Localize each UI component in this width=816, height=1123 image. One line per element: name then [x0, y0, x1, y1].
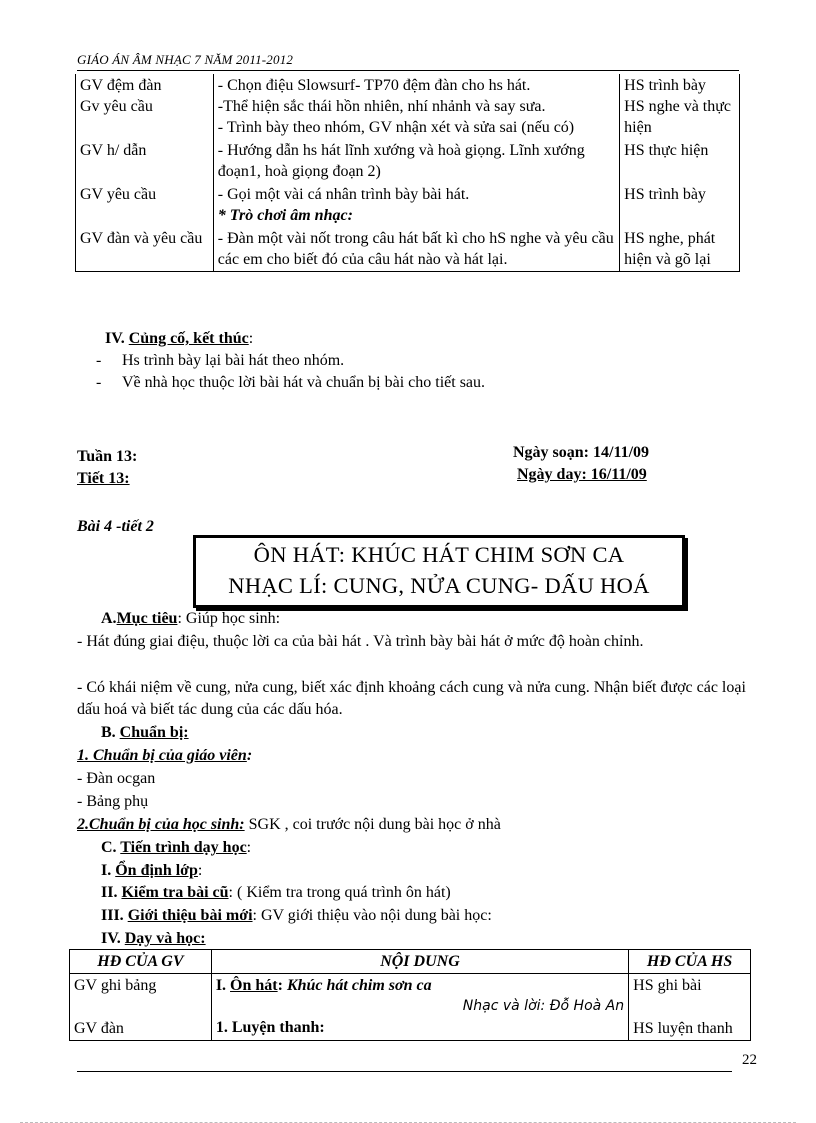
content-cell: - Đàn một vài nốt trong câu hát bất kì cho hS nghe và yêu cầu các em cho biết đó của câu hát nào và hát lại. — [213, 227, 619, 272]
step-i: I. Ổn định lớp: — [101, 862, 203, 879]
gv-cell: GV h/ dẫn — [76, 139, 214, 183]
content-cell: I. Ôn hát: Khúc hát chim sơn ca Nhạc và lời: Đỗ Hoà An 1. Luyện thanh: — [211, 974, 628, 1041]
hs-cell: HS trình bày HS nghe và thực hiện — [620, 74, 740, 139]
teacher-prep-heading: 1. Chuẩn bị của giáo viên: — [77, 747, 253, 764]
step-iv: IV. Dạy và học: — [101, 930, 206, 947]
list-item: - Về nhà học thuộc lời bài hát và chuẩn bị bài cho tiết sau. — [96, 374, 486, 391]
content-cell: - Gọi một vài cá nhân trình bày bài hát. * Trò chơi âm nhạc: — [213, 183, 619, 227]
hs-cell: HS thực hiện — [620, 139, 740, 183]
list-item: - Hs trình bày lại bài hát theo nhóm. — [96, 352, 345, 369]
week-label: Tuần 13: — [77, 448, 138, 465]
gv-cell: GV yêu cầu — [76, 183, 214, 227]
header-divider — [77, 70, 739, 71]
title-line-1: ÔN HÁT: KHÚC HÁT CHIM SƠN CA — [253, 542, 625, 567]
activity-table-continued — [75, 74, 740, 272]
list-item: - Đàn ocgan — [77, 770, 156, 787]
preparation-heading: B. Chuẩn bị: — [101, 724, 189, 741]
hs-cell: HS ghi bài HS luyện thanh — [629, 974, 751, 1041]
column-header: HĐ CỦA GV — [70, 950, 212, 974]
column-header: NỘI DUNG — [211, 950, 628, 974]
table-row — [76, 139, 740, 183]
procedure-heading: C. Tiến trình dạy học: — [101, 839, 252, 856]
hs-cell: HS trình bày — [620, 183, 740, 227]
step-iii: III. Giới thiệu bài mới: GV giới thiệu vào nội dung bài học: — [101, 907, 492, 924]
period-label: Tiết 13: — [77, 470, 130, 487]
list-item: - Bảng phụ — [77, 793, 149, 810]
lesson-label: Bài 4 -tiết 2 — [77, 518, 154, 535]
table-row — [76, 74, 740, 139]
game-heading: * Trò chơi âm nhạc: — [217, 207, 353, 224]
column-header: HĐ CỦA HS — [629, 950, 751, 974]
page-header: GIÁO ÁN ÂM NHẠC 7 NĂM 2011-2012 — [77, 52, 294, 67]
table-row — [70, 974, 751, 1041]
table-row — [76, 183, 740, 227]
footer-divider — [77, 1071, 732, 1072]
objective-2: - Có khái niệm về cung, nửa cung, biết xác định khoảng cách cung và nửa cung. Nhận biết được các loại dấu hoá và biết tác dung của các dấu hóa. — [77, 679, 746, 718]
content-cell: - Hướng dẫn hs hát lĩnh xướng và hoà giọng. Lĩnh xướng đoạn1, hoà giọng đoạn 2) — [213, 139, 619, 183]
table-header-row — [70, 950, 751, 974]
student-prep: 2.Chuẩn bị của học sinh: SGK , coi trước nội dung bài học ở nhà — [77, 816, 501, 833]
activity-table — [69, 949, 751, 1041]
objectives-heading: A.Mục tiêu: Giúp học sinh: — [101, 610, 281, 627]
step-ii: II. Kiểm tra bài cũ: ( Kiểm tra trong quá trình ôn hát) — [101, 884, 451, 901]
prep-date: Ngày soạn: 14/11/09 — [513, 444, 650, 461]
hs-cell: HS nghe, phát hiện và gõ lại — [620, 227, 740, 272]
title-line-2: NHẠC LÍ: CUNG, NỬA CUNG- DẤU HOÁ — [228, 573, 650, 598]
gv-cell: GV đàn và yêu cầu — [76, 227, 214, 272]
section-iv-heading: IV. Củng cố, kết thúc: — [105, 330, 254, 347]
table-row — [76, 227, 740, 272]
gv-cell: GV đệm đàn Gv yêu cầu — [76, 74, 214, 139]
teach-date: Ngày day: 16/11/09 — [517, 466, 647, 483]
gv-cell: GV ghi bảng GV đàn — [70, 974, 212, 1041]
song-author: Nhạc và lời: Đỗ Hoà An — [462, 998, 625, 1014]
content-cell: - Chọn điệu Slowsurf- TP70 đệm đàn cho hs hát. -Thể hiện sắc thái hồn nhiên, nhí nhảnh và say sưa. - Trình bày theo nhóm, GV nhận xét và sửa sai (nếu có) — [213, 74, 619, 139]
objective-1: - Hát đúng giai điệu, thuộc lời ca của bài hát . Và trình bày bài hát ở mức độ hoàn chỉnh. — [77, 633, 644, 650]
page-number: 22 — [742, 1052, 757, 1068]
lesson-title-box — [193, 535, 685, 608]
warmup-heading: 1. Luyện thanh: — [215, 1019, 325, 1036]
